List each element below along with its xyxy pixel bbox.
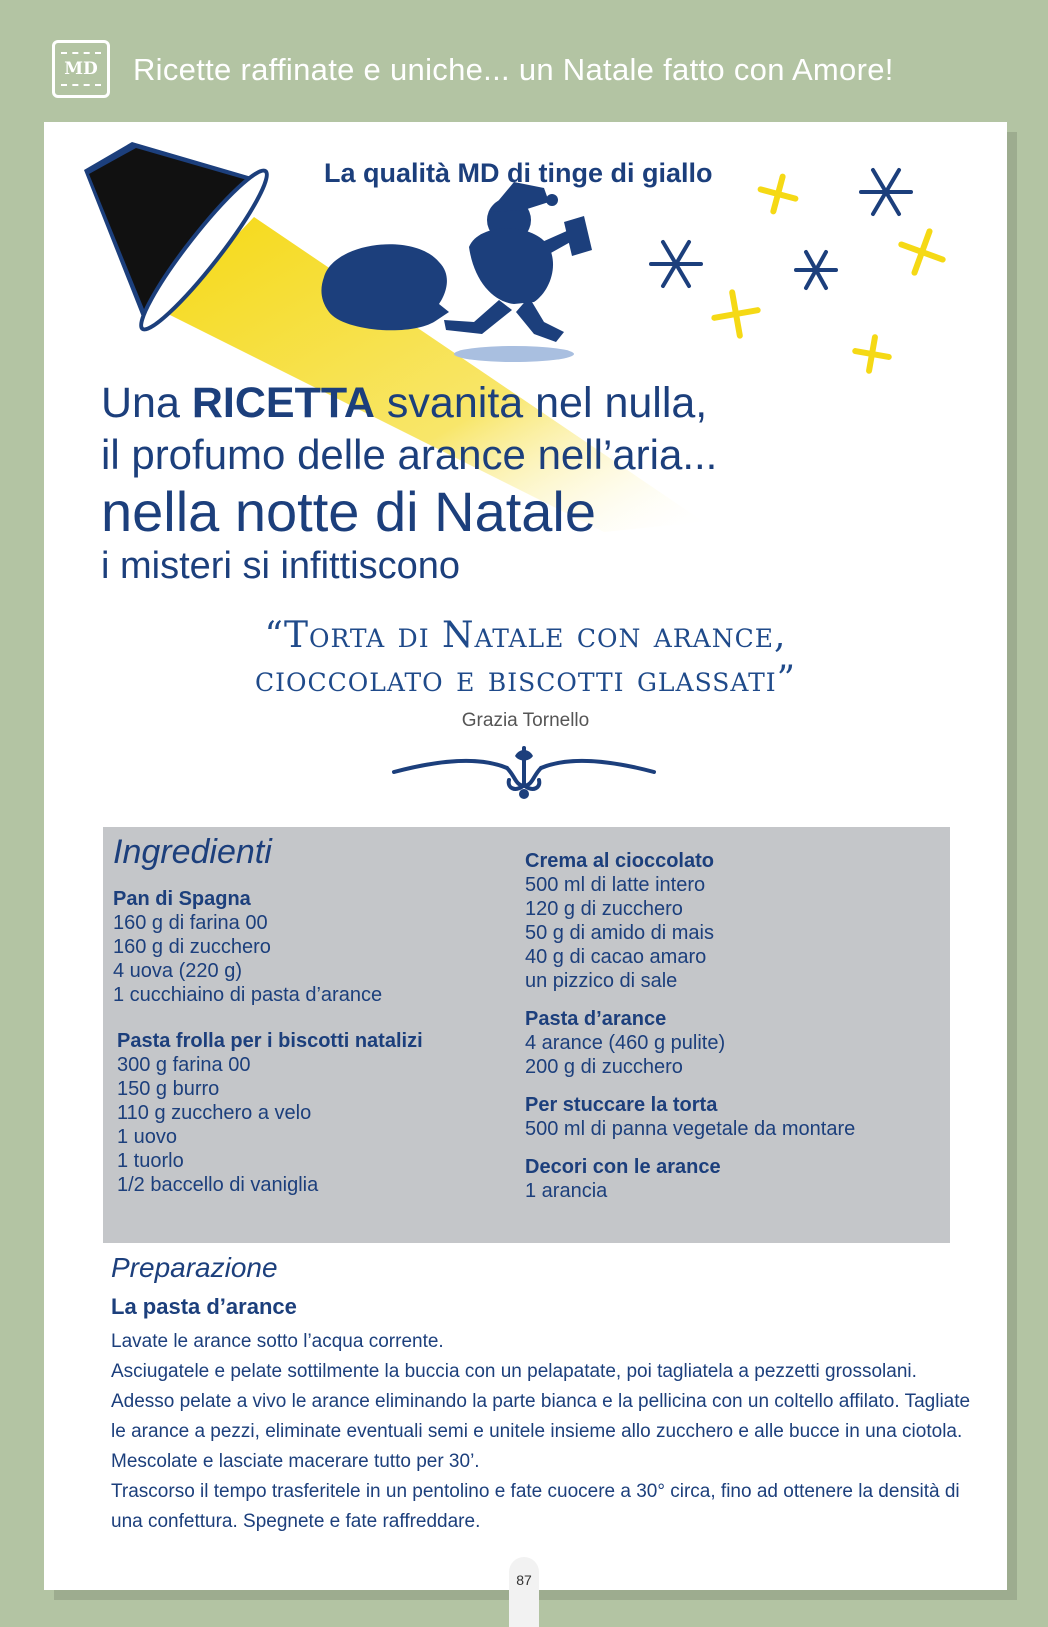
headline-emphasis: RICETTA	[191, 379, 375, 427]
headline-line-3: nella notte di Natale	[101, 480, 597, 543]
headline-line-4: i misteri si infittiscono	[101, 545, 460, 587]
ingredient-item: 50 g di amido di mais	[525, 922, 714, 944]
santa-shadow	[454, 346, 574, 362]
ingredient-item: un pizzico di sale	[525, 970, 678, 992]
ingredient-group	[525, 1007, 945, 1079]
ingredients-right-column	[525, 849, 945, 1217]
recipe-card	[44, 122, 1007, 1590]
page-tab	[509, 1557, 539, 1627]
ingredient-item: 150 g burro	[117, 1078, 220, 1100]
recipe-author: Grazia Tornello	[461, 710, 590, 731]
ingredient-group-name: Decori con le arance	[525, 1156, 721, 1178]
preparation-title: Preparazione	[111, 1252, 278, 1283]
recipe-title-line-1: “Torta di Natale con arance,	[264, 615, 787, 656]
ingredient-group-name: Pasta frolla per i biscotti natalizi	[117, 1030, 423, 1052]
ingredient-item: 1/2 baccello di vaniglia	[117, 1174, 319, 1196]
ingredient-group	[113, 887, 513, 1007]
ingredient-item: 40 g di cacao amaro	[525, 946, 707, 968]
header-title: Ricette raffinate e uniche... un Natale fatto con Amore!	[133, 52, 894, 87]
recipe-title	[44, 614, 1007, 702]
ingredient-item: 110 g zucchero a velo	[117, 1102, 312, 1124]
preparation-text	[111, 1327, 981, 1537]
ingredient-item: 500 ml di latte intero	[525, 874, 706, 896]
ingredient-item: 120 g di zucchero	[525, 898, 683, 920]
ingredient-group-name: Pasta d’arance	[525, 1008, 667, 1030]
page-number: 87	[516, 1572, 532, 1588]
ingredients-title: Ingredienti	[113, 833, 272, 871]
page-header	[0, 0, 1048, 120]
md-logo-text: MD	[61, 52, 101, 86]
ingredient-group-name: Pan di Spagna	[113, 888, 251, 910]
tagline: La qualità MD di tinge di giallo	[324, 158, 713, 188]
recipe-title-line-2: cioccolato e biscotti glassati”	[254, 659, 797, 700]
ingredient-group	[525, 1155, 945, 1203]
ingredient-item: 500 ml di panna vegetale da montare	[525, 1118, 856, 1140]
ingredient-group	[525, 1093, 945, 1141]
ingredients-left-column	[113, 887, 513, 1219]
ingredient-item: 1 tuorlo	[117, 1150, 184, 1172]
preparation-paragraph: Lavate le arance sotto l’acqua corrente.	[111, 1331, 444, 1352]
md-logo	[52, 40, 110, 98]
preparation-subtitle: La pasta d’arance	[111, 1294, 297, 1319]
ingredient-group	[525, 849, 945, 993]
yellow-stars	[711, 172, 951, 374]
ingredients-box	[103, 827, 950, 1243]
ingredient-group-name: Crema al cioccolato	[525, 850, 714, 872]
santa-icon	[444, 182, 592, 342]
ingredient-group-name: Per stuccare la torta	[525, 1094, 718, 1116]
ingredient-item: 4 arance (460 g pulite)	[525, 1032, 726, 1054]
flourish-ornament-icon	[389, 742, 659, 802]
ingredient-item: 4 uova (220 g)	[113, 960, 242, 982]
headline-line-2: il profumo delle arance nell’aria...	[101, 431, 718, 478]
preparation-paragraph: Asciugatele e pelate sottilmente la buccia con un pelapatate, poi tagliatela a pezzetti grossolani. Adesso pelate a vivo le arance eliminando la parte bianca e la pellicina con un coltello affilato. Tagliate le arance a pezzi, eliminate eventuali semi e unitele insieme allo zucchero e alle bucce in una ciotola. Mescolate e lasciate macerare tutto per 30’.	[111, 1361, 971, 1472]
ingredient-item: 200 g di zucchero	[525, 1056, 683, 1078]
ingredient-group	[113, 1029, 513, 1197]
headline-line-1: Una RICETTA svanita nel nulla,	[101, 379, 708, 427]
ingredient-item: 1 arancia	[525, 1180, 608, 1202]
ingredient-item: 300 g farina 00	[117, 1054, 251, 1076]
ingredient-item: 1 uovo	[117, 1126, 178, 1148]
ingredient-item: 160 g di zucchero	[113, 936, 271, 958]
preparation-paragraph: Trascorso il tempo trasferitele in un pentolino e fate cuocere a 30° circa, fino ad ottenere la densità di una confettura. Spegnete e fate raffreddare.	[111, 1481, 960, 1532]
sack-icon	[321, 244, 449, 330]
ingredient-item: 1 cucchiaino di pasta d’arance	[113, 984, 383, 1006]
headline	[101, 377, 717, 589]
ingredient-item: 160 g di farina 00	[113, 912, 268, 934]
